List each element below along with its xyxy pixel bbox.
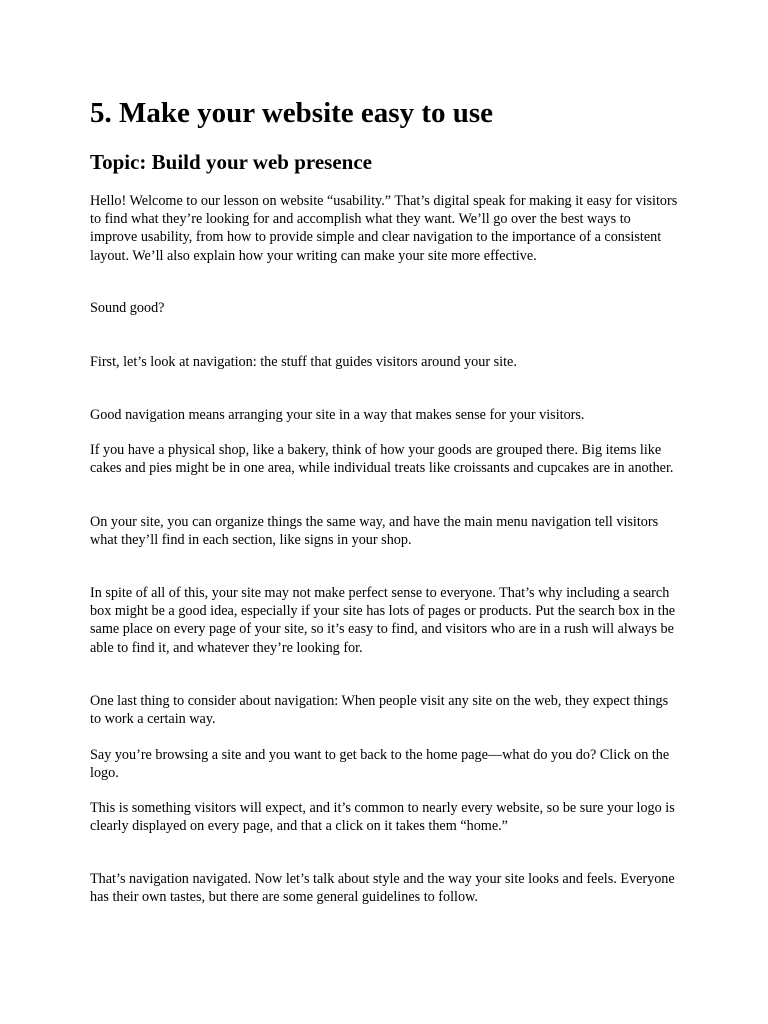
page-title: 5. Make your website easy to use — [90, 97, 494, 129]
paragraph-search-box: In spite of all of this, your site may not make perfect sense to everyone. That’s why including a search box might be a good idea, especially if your site has lots of pages or products. Put the search box in the same place on every page of your site, so it’s easy to find, and visitors who are in a rush will always be able to find it, and whatever they’re looking for. — [90, 585, 676, 656]
paragraph-logo: This is something visitors will expect, and it’s common to nearly every website, so be sure your logo is clearly displayed on every page, and that a click on it takes them “home.” — [90, 800, 675, 835]
paragraph-sound-good: Sound good? — [90, 300, 165, 316]
paragraph-bakery: If you have a physical shop, like a bakery, think of how your goods are grouped there. Big items like cakes and pies might be in one area, while individual treats like croissants and cupcakes are in another. — [90, 442, 674, 477]
paragraph-style: That’s navigation navigated. Now let’s talk about style and the way your site looks and feels. Everyone has their own tastes, but there are some general guidelines to follow. — [90, 871, 675, 906]
paragraph-intro: Hello! Welcome to our lesson on website “usability.” That’s digital speak for making it easy for visitors to find what they’re looking for and accomplish what they want. We’ll go over the best ways to improve usability, from how to provide simple and clear navigation to the importance of a consistent layout. We’ll also explain how your writing can make your site more effective. — [90, 193, 678, 264]
paragraph-good-navigation: Good navigation means arranging your site in a way that makes sense for your visitors. — [90, 407, 585, 423]
paragraph-navigation-intro: First, let’s look at navigation: the stuff that guides visitors around your site. — [90, 354, 517, 370]
paragraph-home-page: Say you’re browsing a site and you want to get back to the home page—what do you do? Click on the logo. — [90, 747, 670, 782]
paragraph-main-menu: On your site, you can organize things the same way, and have the main menu navigation tell visitors what they’ll find in each section, like signs in your shop. — [90, 514, 659, 549]
topic-heading: Topic: Build your web presence — [90, 150, 372, 174]
paragraph-expectations: One last thing to consider about navigation: When people visit any site on the web, they expect things to work a certain way. — [90, 693, 669, 728]
